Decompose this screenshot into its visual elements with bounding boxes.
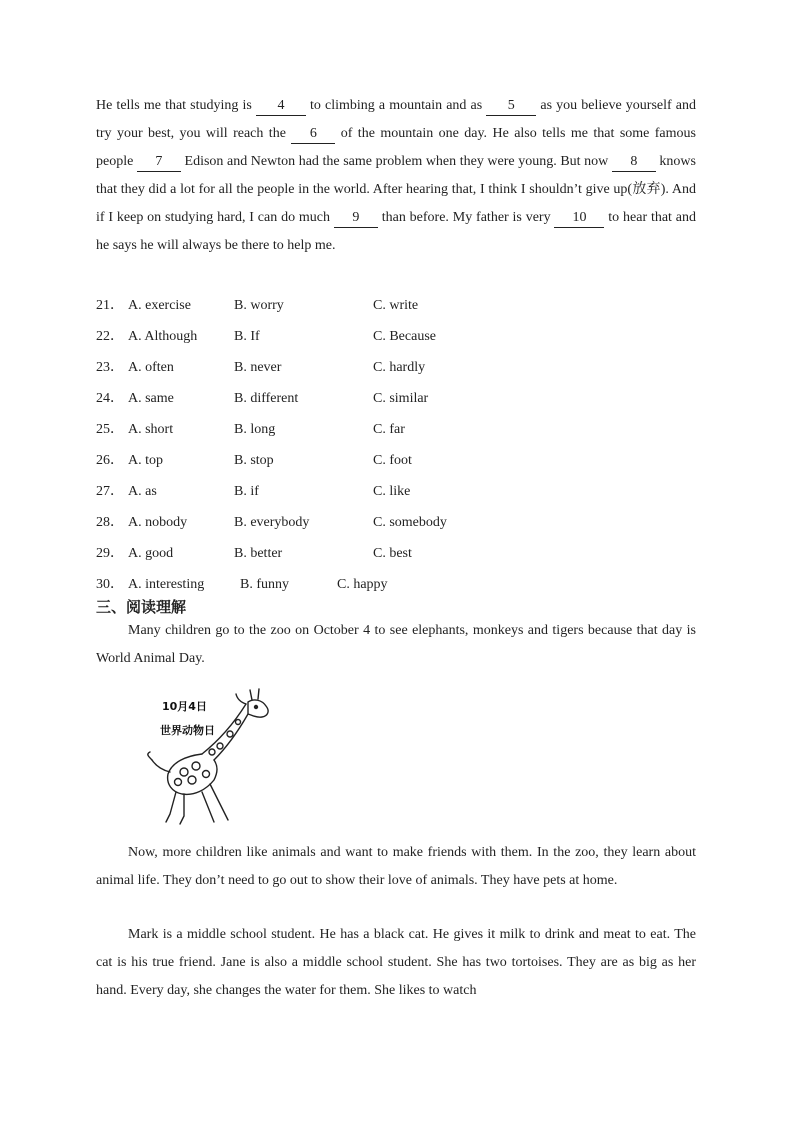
option-row (96, 445, 696, 476)
paragraph: Mark is a middle school student. He has a black cat. He gives it milk to drink and meat to eat. The cat is his true friend. Jane is also a middle school student. She has two tortoises. They are as big as her hand. Every day, she changes the water for them. She likes to watch (96, 927, 696, 998)
option-c: C. foot (373, 453, 412, 468)
blank-7: 7 (137, 153, 181, 172)
option-row (96, 352, 696, 383)
question-number: 26． (96, 453, 124, 468)
question-number: 29． (96, 546, 124, 561)
option-a: A. top (128, 453, 163, 468)
text: of the mountain one day. He also tells me that some famous people (96, 126, 696, 169)
option-c: C. hardly (373, 360, 426, 375)
question-number: 21． (96, 298, 124, 313)
giraffe-illustration (140, 680, 280, 830)
option-row (96, 476, 696, 507)
option-c: C. like (373, 484, 411, 499)
option-row (96, 414, 696, 445)
option-row (96, 383, 696, 414)
answer-options (96, 290, 696, 600)
blank-4: 4 (256, 97, 306, 116)
option-a: A. good (128, 546, 174, 561)
cloze-paragraph (96, 92, 696, 260)
reading-paragraph-2 (96, 839, 696, 895)
option-c: C. write (373, 298, 419, 313)
section-title: 三、阅读理解 (96, 598, 187, 616)
blank-10: 10 (554, 209, 604, 228)
option-b: B. worry (234, 298, 284, 313)
option-b: B. funny (240, 577, 289, 592)
blank-6: 6 (291, 125, 335, 144)
blank-5: 5 (486, 97, 536, 116)
question-number: 22． (96, 329, 124, 344)
option-a: A. same (128, 391, 174, 406)
option-b: B. if (234, 484, 259, 499)
figure-date-label: 10月4日 (162, 700, 207, 713)
option-b: B. long (234, 422, 276, 437)
option-row (96, 538, 696, 569)
paragraph: Many children go to the zoo on October 4 to see elephants, monkeys and tigers because that day is World Animal Day. (96, 623, 696, 666)
option-a: A. as (128, 484, 157, 499)
option-row (96, 321, 696, 352)
giraffe-icon (140, 680, 280, 830)
question-number: 25． (96, 422, 124, 437)
option-c: C. happy (337, 577, 388, 592)
question-number: 30． (96, 577, 124, 592)
option-a: A. nobody (128, 515, 188, 530)
option-b: B. stop (234, 453, 274, 468)
option-a: A. often (128, 360, 174, 375)
text: to hear that and he says he will always be there to help me. (96, 210, 696, 253)
reading-paragraph-1 (96, 617, 696, 673)
option-c: C. similar (373, 391, 429, 406)
option-row (96, 290, 696, 321)
blank-9: 9 (334, 209, 378, 228)
text: He tells me that studying is (96, 98, 256, 113)
text: Edison and Newton had the same problem when they were young. But now (180, 154, 612, 169)
figure-caption-label: 世界动物日 (160, 724, 215, 737)
question-number: 24． (96, 391, 124, 406)
text: than before. My father is very (377, 210, 555, 225)
option-c: C. best (373, 546, 412, 561)
question-number: 27． (96, 484, 124, 499)
option-b: B. different (234, 391, 299, 406)
paragraph: Now, more children like animals and want to make friends with them. In the zoo, they learn about animal life. They don’t need to go out to show their love of animals. They have pets at home. (96, 845, 696, 888)
option-a: A. short (128, 422, 174, 437)
question-number: 23． (96, 360, 124, 375)
question-number: 28． (96, 515, 124, 530)
blank-8: 8 (612, 153, 656, 172)
option-b: B. everybody (234, 515, 310, 530)
option-b: B. never (234, 360, 282, 375)
option-c: C. Because (373, 329, 436, 344)
option-a: A. interesting (128, 577, 205, 592)
reading-paragraph-3 (96, 921, 696, 1005)
option-b: B. If (234, 329, 260, 344)
option-c: C. far (373, 422, 405, 437)
text: knows that they did a lot for all the people in the world. After hearing that, I think I shouldn’t give up(放弃). And if I keep on studying hard, I can do much (96, 154, 696, 225)
text: as you believe yourself and try your best, you will reach the (96, 98, 696, 141)
option-b: B. better (234, 546, 283, 561)
option-c: C. somebody (373, 515, 447, 530)
cloze-passage (96, 92, 696, 260)
text: to climbing a mountain and as (305, 98, 487, 113)
option-a: A. exercise (128, 298, 191, 313)
option-row (96, 507, 696, 538)
option-a: A. Although (128, 329, 198, 344)
